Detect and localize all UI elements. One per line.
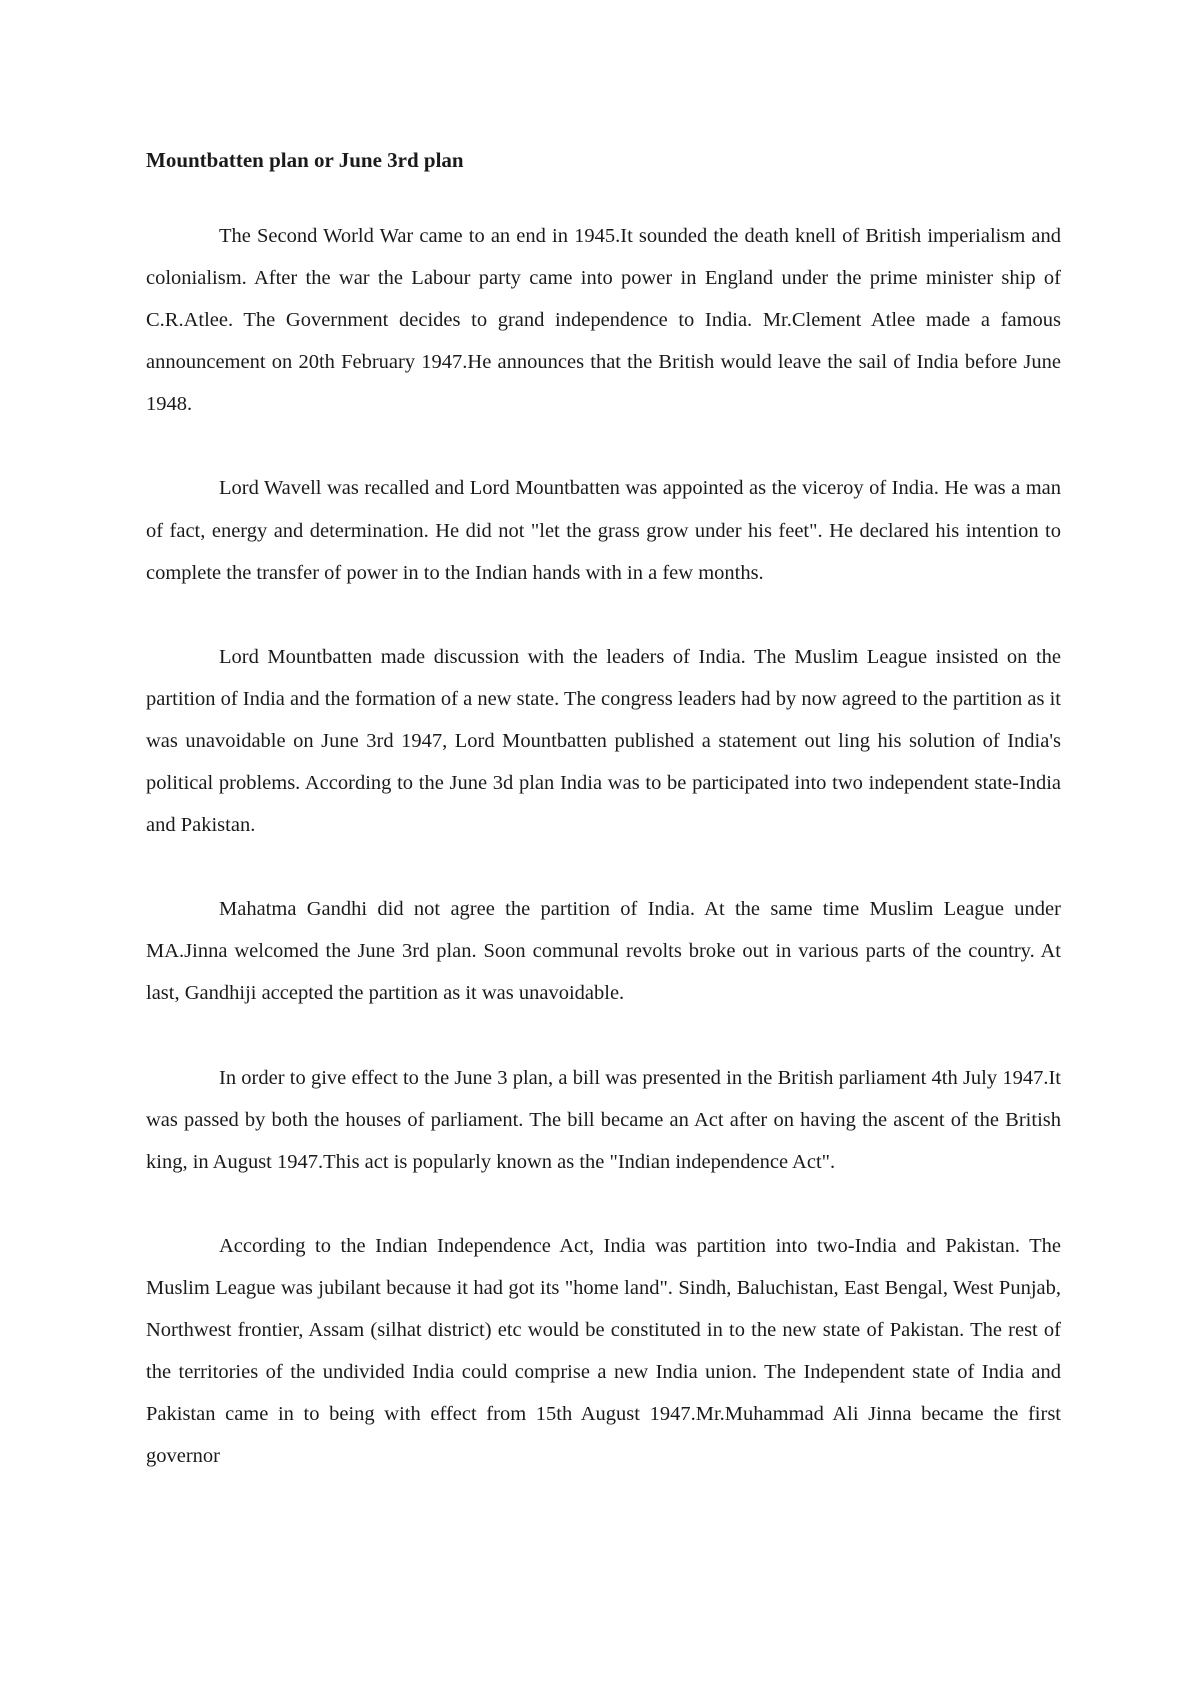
paragraph-gandhi-acceptance: Mahatma Gandhi did not agree the partition of India. At the same time Muslim League under MA.Jinna welcomed the June 3rd plan. Soon communal revolts broke out in various parts of the country. At last, Gandhiji accepted the partition as it was unavoidable. (146, 898, 1061, 1005)
paragraph-mountbatten-appointed: Lord Wavell was recalled and Lord Mountbatten was appointed as the viceroy of India. He was a man of fact, energy and determination. He did not "let the grass grow under his feet". He declared his intention to complete the transfer of power in to the Indian hands with in a few months. (146, 477, 1061, 584)
paragraph-independence-bill: In order to give effect to the June 3 plan, a bill was presented in the British parliament 4th July 1947.It was passed by both the houses of parliament. The bill became an Act after on having the ascent of the British king, in August 1947.This act is popularly known as the "Indian independence Act". (146, 1066, 1061, 1173)
paragraph-independence-act: According to the Indian Independence Act, India was partition into two-India and Pakistan. The Muslim League was jubilant because it had got its "home land". Sindh, Baluchistan, East Bengal, West Punjab, Northwest frontier, Assam (silhat district) etc would be constituted in to the new state of Pakistan. The rest of the territories of the undivided India could comprise a new India union. The Independent state of India and Pakistan came in to being with effect from 15th August 1947.Mr.Muhammad Ali Jinna became the first governor (146, 1234, 1061, 1468)
paragraph-partition-agreement: Lord Mountbatten made discussion with the leaders of India. The Muslim League insisted on the partition of India and the formation of a new state. The congress leaders had by now agreed to the partition as it was unavoidable on June 3rd 1947, Lord Mountbatten published a statement out ling his solution of India's political problems. According to the June 3d plan India was to be participated into two independent state-India and Pakistan. (146, 645, 1062, 837)
document-body (146, 142, 1061, 1519)
document-title: Mountbatten plan or June 3rd plan (146, 148, 464, 172)
paragraph-world-war-end: The Second World War came to an end in 1945.It sounded the death knell of British imperialism and colonialism. After the war the Labour party came into power in England under the prime minister ship of C.R.Atlee. The Government decides to grand independence to India. Mr.Clement Atlee made a famous announcement on 20th February 1947.He announces that the British would leave the sail of India before June 1948. (146, 225, 1061, 416)
